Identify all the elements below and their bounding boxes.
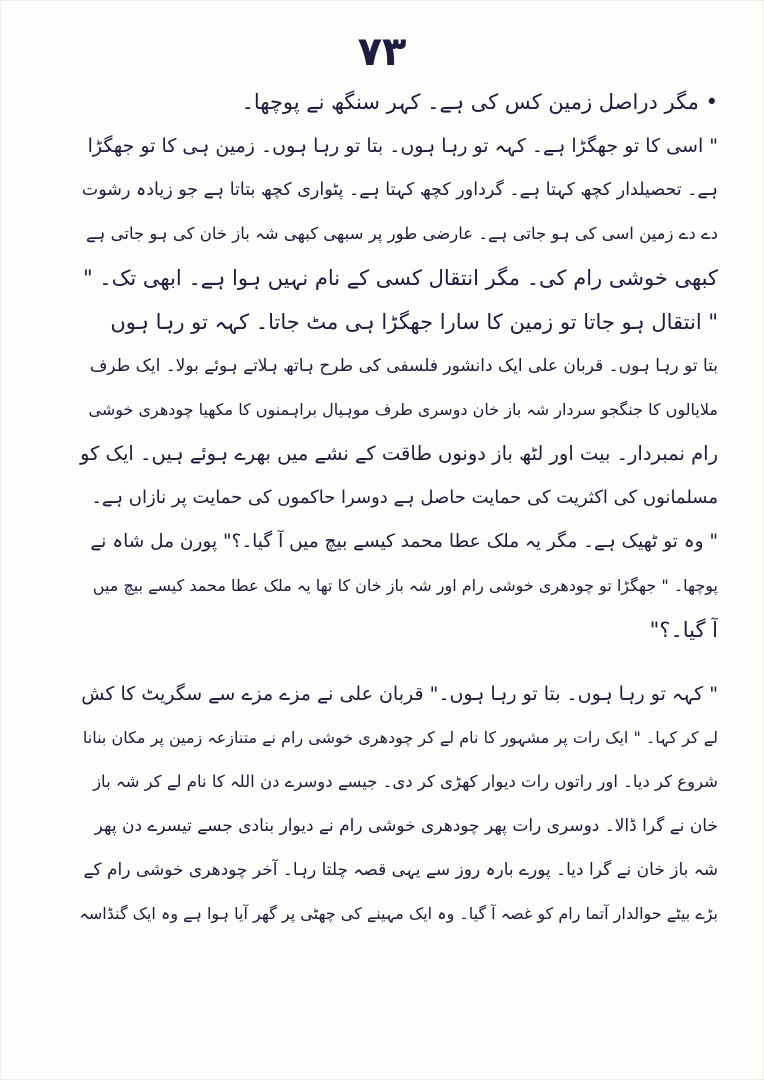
text-line: لے کر کہا۔ " ایک رات پر مشہور کا نام لے کر چودھری خوشی رام نے متنازعہ زمین پر مکان بنانا	[82, 728, 718, 747]
text-line: مسلمانوں کی اکثریت کی حمایت حاصل ہے دوسرا حاکموں کی حمایت پر نازاں ہے۔	[91, 487, 718, 508]
paragraph-4	[78, 520, 718, 652]
text-line: ہے۔ تحصیلدار کچھ کہتا ہے۔ گرداور کچھ کہتا ہے۔ پٹواری کچھ بتاتا ہے جو زیادہ رشوت	[81, 180, 718, 200]
text-line: " اسی کا تو جھگڑا ہے۔ کہہ تو رہا ہوں۔ بتا تو رہا ہوں۔ زمین ہی کا تو جھگڑا	[87, 135, 718, 157]
text-line: کبھی خوشی رام کی۔ مگر انتقال کسی کے نام نہیں ہوا ہے۔ ابھی تک۔ "	[82, 266, 718, 290]
text-line: رام نمبردار۔ بیت اور لٹھ باز دونوں طاقت کے نشے میں بھرے ہوئے ہیں۔ ایک کو	[80, 442, 718, 465]
text-line: شروع کر دیا۔ اور راتوں رات دیوار کھڑی کر دی۔ جیسے دوسرے دن اللہ کا نام لے کر شہ باز	[93, 772, 718, 791]
paragraph-5	[78, 672, 718, 936]
text-line: " انتقال ہو جاتا تو زمین کا سارا جھگڑا ہی مٹ جاتا۔ کہہ تو رہا ہوں	[110, 310, 718, 334]
text-line: آ گیا۔؟"	[649, 618, 718, 642]
page-number: ۷۳	[357, 29, 407, 75]
text-line: خان نے گرا ڈالا۔ دوسری رات پھر چودھری خوشی رام نے دیوار بنادی جسے تیسرے دن پھر	[94, 816, 718, 836]
text-line: شہ باز خان نے گرا دیا۔ پورے بارہ روز سے یہی قصہ چلتا رہا۔ آخر چودھری خوشی رام کے	[83, 860, 718, 880]
body-text	[78, 80, 718, 936]
paragraph-gap	[78, 652, 718, 672]
paragraph-1	[78, 80, 718, 124]
text-line: " کہہ تو رہا ہوں۔ بتا تو رہا ہوں۔" قربان علی نے مزے مزے سے سگریٹ کا کش	[81, 683, 718, 705]
text-line: بڑے بیٹے حوالدار آتما رام کو غصہ آ گیا۔ وہ ایک مہینے کی چھٹی پر گھر آیا ہوا ہے وہ ایک گنڈاسہ	[79, 904, 718, 923]
paragraph-2	[78, 124, 718, 300]
paragraph-3	[78, 300, 718, 520]
text-line: • مگر دراصل زمین کس کی ہے۔ کہر سنگھ نے پوچھا۔	[241, 90, 718, 114]
text-line: ملایالوں کا جنگجو سردار شہ باز خان دوسری طرف موہیال براہمنوں کا مکھیا چودھری خوشی	[88, 400, 718, 419]
text-line: دے دے زمین اسی کی ہو جاتی ہے۔ عارضی طور پر سبھی کبھی شہ باز خان کی ہو جاتی ہے	[86, 224, 718, 243]
text-line: بتا تو رہا ہوں۔ قربان علی ایک دانشور فلسفی کی طرح ہاتھ ہلاتے ہوئے بولا۔ ایک طرف	[89, 356, 718, 376]
text-line: " وہ تو ٹھیک ہے۔ مگر یہ ملک عطا محمد کیسے بیچ میں آ گیا۔؟" پورن مل شاہ نے	[90, 531, 718, 552]
text-line: پوچھا۔ " جھگڑا تو چودھری خوشی رام اور شہ باز خان کا تھا یہ ملک عطا محمد کیسے بیچ میں	[92, 576, 718, 595]
